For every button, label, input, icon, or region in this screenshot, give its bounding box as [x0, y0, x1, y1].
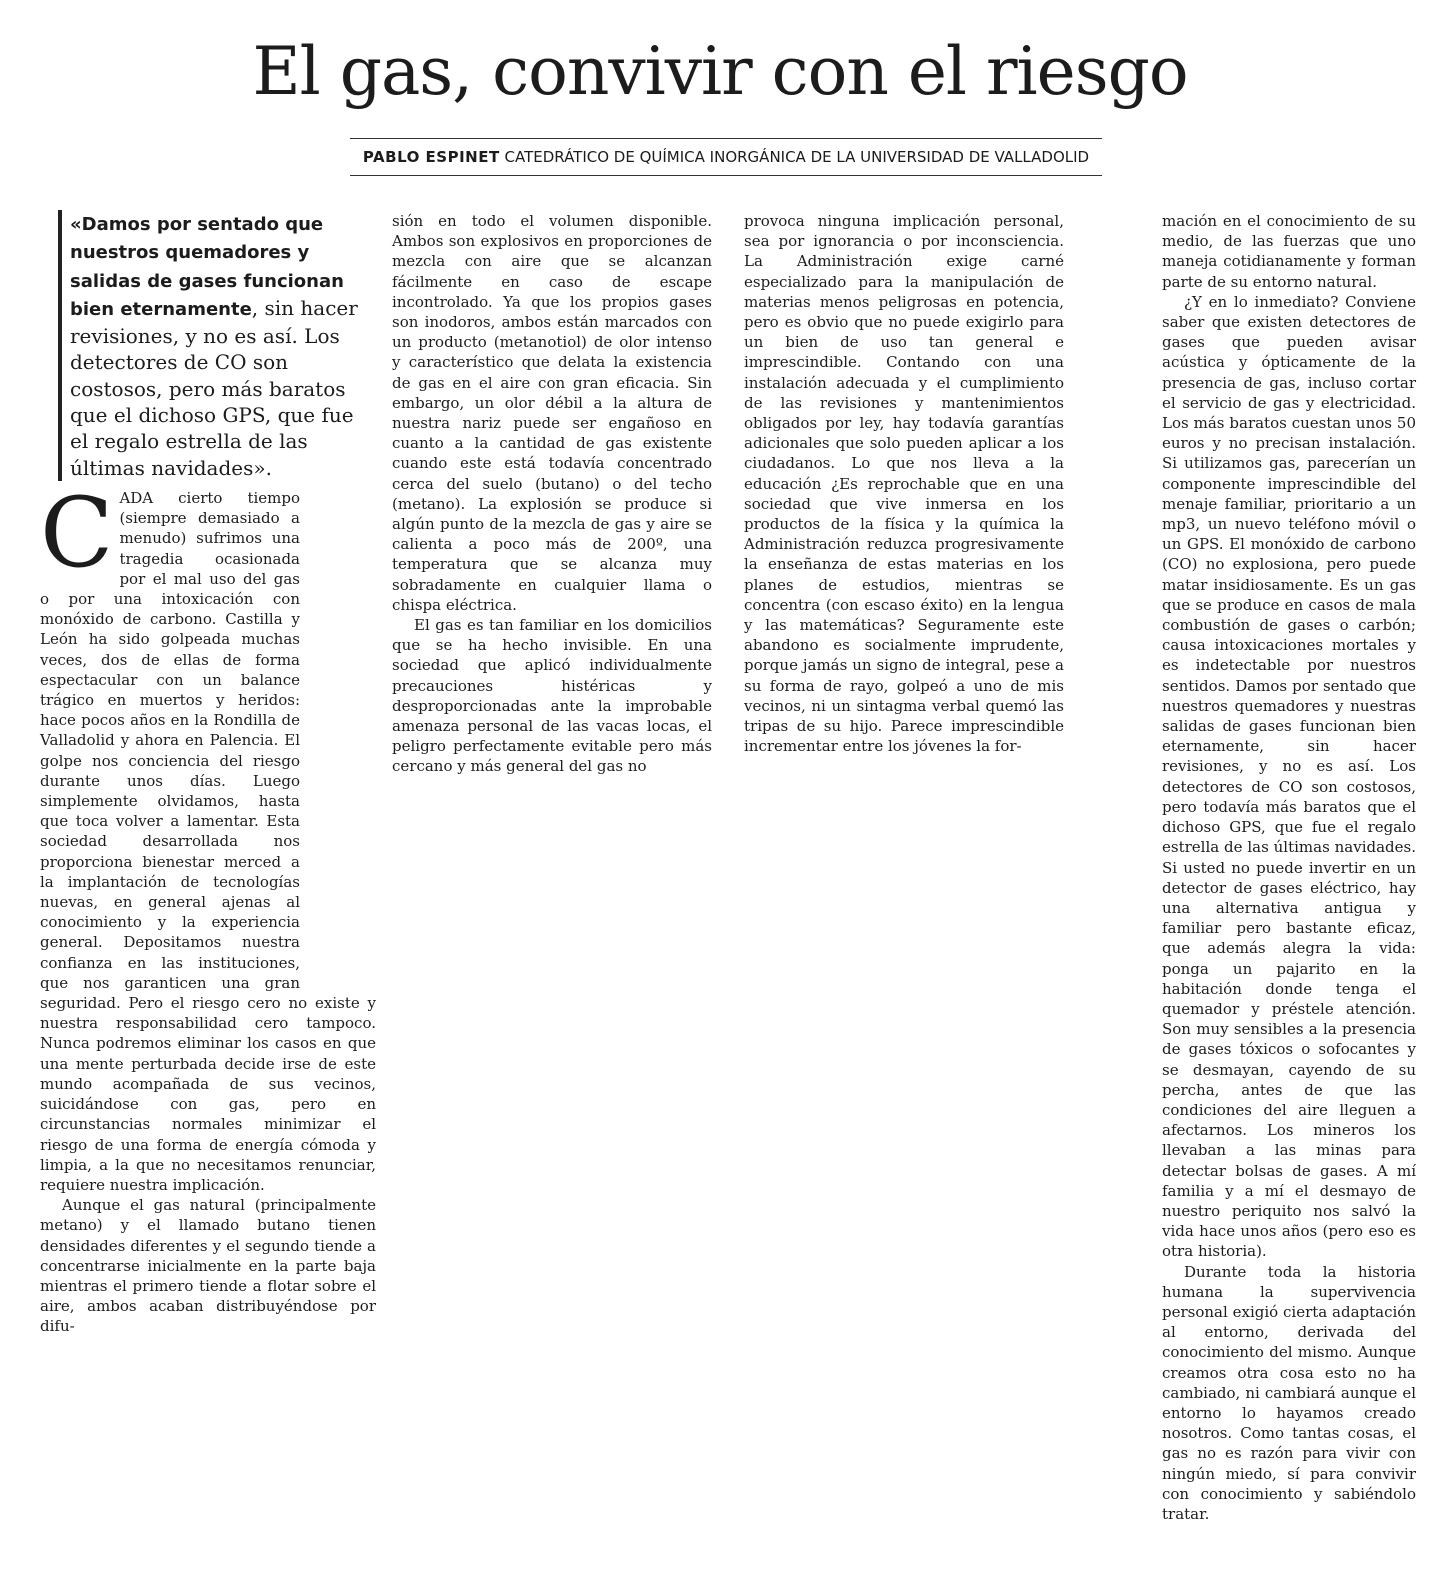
column-shape-spacer	[1096, 711, 1162, 1591]
paragraph: El gas es tan familiar en los domicilios que se ha hecho invisible. En una sociedad que aplicó individualmente precauciones histéricas y desproporcionadas ante la improbable amenaza personal de las vacas locas, el peligro perfectamente evitable pero más cercano y más general del gas no	[392, 616, 712, 776]
paragraph: ¿Y en lo inmediato? Conviene saber que existen detectores de gases que pueden avisar acústica y ópticamente de la presencia de gas, incluso cortar el servicio de gas y electricidad. Los más baratos cuestan unos 50 euros y no precisan instalación. Si utilizamos gas, parecerían un componente imprescindible del menaje familiar, prioritario a un mp3, un nuevo teléfono móvil o un GPS. El monóxido de carbono (CO) no explosiona, pero puede matar insidiosamente. Es un gas que se produce en casos de mala combustión de gases o carbón; causa intoxicaciones mortales y es indetectable por nuestros sentidos. Damos por sentado que nuestros quemadores y nuestras salidas de gases funcionan bien eternamente, sin hacer revisiones, y no es así. Los detectores de CO son costosos, pero todavía más baratos que el dichoso GPS, que fue el regalo estrella de las últimas navidades. Si usted no puede invertir en un detector de gases eléctrico, hay una alternativa antigua y familiar pero bastante eficaz, que además alegra la vida: ponga un pajarito en la habitación donde tenga el quemador y préstele atención. Son muy sensibles a la presencia de gases tóxicos o sofocantes y se desmayan, cayendo de su percha, antes de que las condiciones del aire lleguen a afectarnos. Los mineros los llevaban a las minas para detectar bolsas de gases. A mí familia y a mí el desmayo de nuestro periquito nos salvó la vida hace unos años (pero eso es otra historia).	[1162, 292, 1416, 1261]
byline-author: PABLO ESPINET	[362, 148, 500, 166]
dropcap: C	[40, 477, 114, 589]
column-shape-spacer	[300, 488, 376, 988]
byline-role: CATEDRÁTICO DE QUÍMICA INORGÁNICA DE LA UNIVERSIDAD DE VALLADOLID	[504, 148, 1090, 166]
article-column-1	[40, 477, 376, 1337]
article-column-3	[744, 211, 1064, 756]
paragraph: provoca ninguna implicación personal, sea por ignorancia o por inconsciencia. La Administración exige carné especializado para la manipulación de materias menos peligrosas en potencia, pero es obvio que no puede exigirlo para un bien de uso tan general e imprescindible. Contando con una instalación adecuada y el cumplimiento de las revisiones y mantenimientos obligados por ley, hay todavía garantías adicionales que solo pueden aplicar a los ciudadanos. Lo que nos lleva a la educación ¿Es reprochable que en una sociedad que vive inmersa en los productos de la física y la química la Administración reduzca progresivamente la enseñanza de estas materias en los planes de estudios, mientras se concentra (con escaso éxito) en la lengua y las matemáticas? Seguramente este abandono es socialmente imprudente, porque jamás un signo de integral, pese a su forma de rayo, golpeó a uno de mis vecinos, ni un sintagma verbal quemó las tripas de su hijo. Parece imprescindible incrementar entre los jóvenes la for-	[744, 212, 1064, 756]
paragraph: sión en todo el volumen disponible. Ambos son explosivos en proporciones de mezcla con aire que se alcanzan fácilmente en caso de escape incontrolado. Ya que los propios gases son inodoros, ambos están marcados con un producto (metanotiol) de olor intenso y característico que delata la existencia de gas en el aire con gran eficacia. Sin embargo, un olor débil a la altura de nuestra nariz puede ser engañoso en cuanto a la cantidad de gas existente cuando este está todavía concentrado cerca del suelo (butano) o del techo (metano). La explosión se produce si algún punto de la mezcla de gas y aire se calienta a poco más de 200º, una temperatura que se alcanza muy sobradamente en cualquier llama o chispa eléctrica.	[392, 212, 712, 614]
paragraph: Aunque el gas natural (principalmente metano) y el llamado butano tienen densidades diferentes y el segundo tiende a concentrarse inicialmente en la parte baja mientras el primero tiende a flotar sobre el aire, ambos acaban distribuyéndose por difu-	[40, 1196, 376, 1336]
byline	[350, 138, 1102, 176]
paragraph: mación en el conocimiento de su medio, de las fuerzas que uno maneja cotidianamente y forman parte de su entorno natural.	[1162, 212, 1416, 291]
paragraph-text: ADA cierto tiempo (siempre demasiado a menudo) sufrimos una tragedia ocasionada por el mal uso del gas o por una intoxicación con monóxido de carbono. Castilla y León ha sido golpeada muchas veces, dos de ellas de forma espectacular con un balance trágico en muertos y heridos: hace pocos años en la Rondilla de Valladolid y ahora en Palencia. El golpe nos conciencia del riesgo durante unos días. Luego simplemente olvidamos, hasta que toca volver a lamentar. Esta sociedad desarrollada nos proporciona bienestar merced a la implantación de tecnologías nuevas, en general ajenas al conocimiento y la experiencia general. Depositamos nuestra confianza en las instituciones, que nos garanticen una gran seguridad. Pero el riesgo cero no existe y nuestra responsabilidad cero tampoco. Nunca podremos eliminar los casos en que una mente perturbada decide irse de este mundo acompañada de sus vecinos, suicidándose con gas, pero en circunstancias normales minimizar el riesgo de una forma de energía cómoda y limpia, a la que no necesitamos renunciar, requiere nuestra implicación.	[40, 489, 376, 1194]
paragraph: Durante toda la historia humana la supervivencia personal exigió cierta adaptación al entorno, derivada del conocimiento del mismo. Aunque creamos otra cosa esto no ha cambiado, ni cambiará aunque el entorno lo hayamos creado nosotros. Como tantas cosas, el gas no es razón para vivir con ningún miedo, sí para convivir con conocimiento y sabiéndolo tratar.	[1162, 1262, 1416, 1523]
pull-quote-rest: , sin hacer revisiones, y no es así. Los detectores de CO son costosos, pero más baratos que el dichoso GPS, que fue el regalo estrella de las últimas navidades».	[70, 295, 358, 480]
pull-quote	[58, 210, 376, 481]
pull-quote-bold: «Damos por sentado que nuestros quemadores y salidas de gases funcionan bien eternamente	[70, 214, 344, 320]
article-column-4	[1096, 211, 1416, 1591]
headline: El gas, convivir con el riesgo	[252, 33, 1188, 110]
article-column-2	[392, 211, 712, 777]
